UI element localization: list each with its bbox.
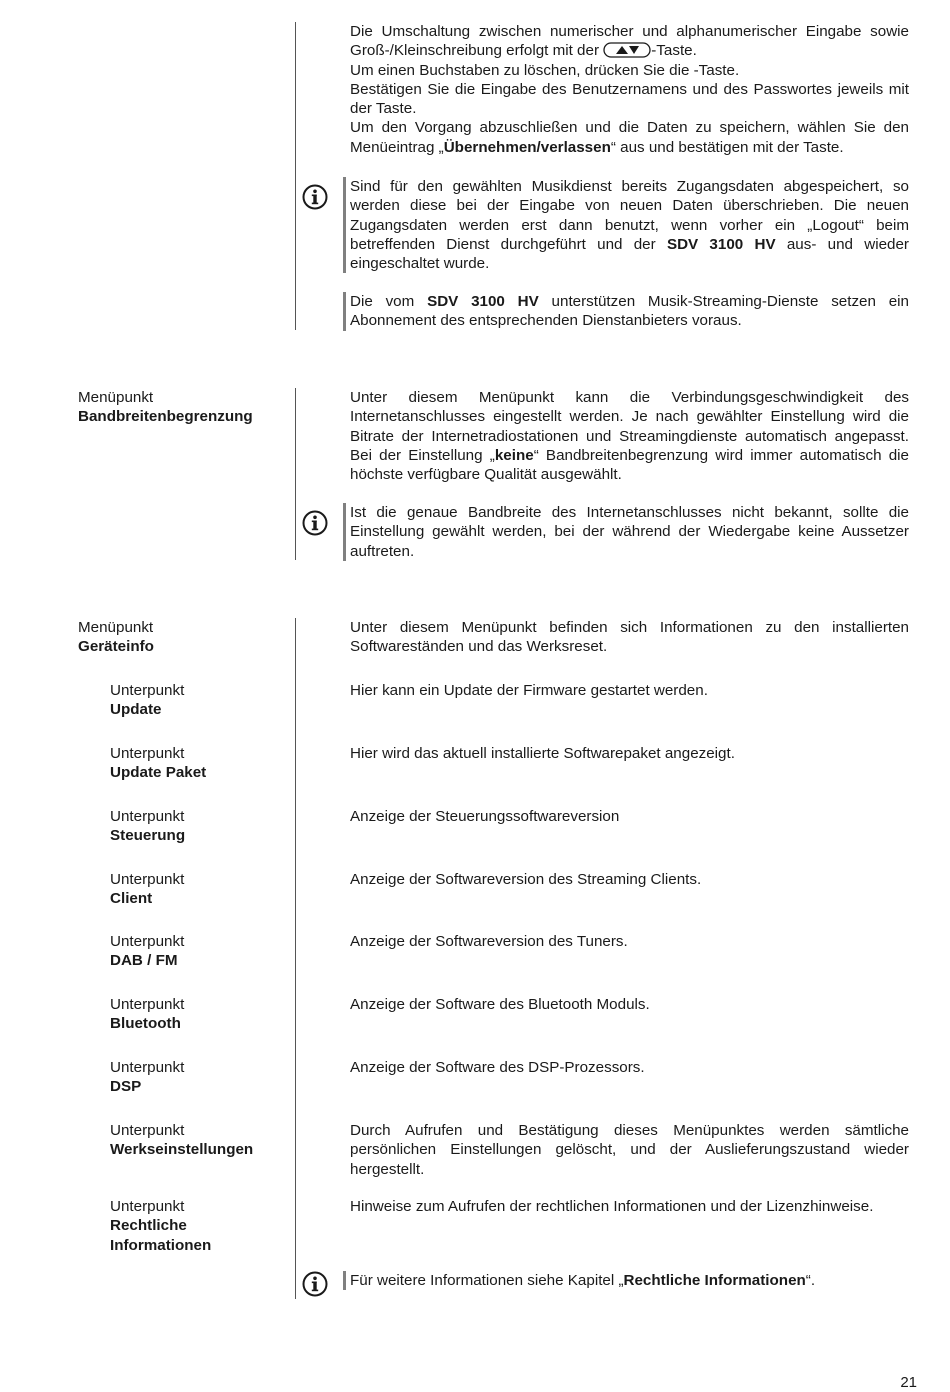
subitem-title: DAB / FM bbox=[110, 952, 178, 970]
device-info-description: Unter diesem Menüpunkt befinden sich Informationen zu den installierten Softwareständen und das Werksreset. bbox=[350, 619, 909, 656]
paragraph-confirm: Bestätigen Sie die Eingabe des Benutzernamens und des Passwortes jeweils mit der Taste. bbox=[350, 80, 909, 118]
text-span: -Taste. bbox=[651, 42, 697, 60]
subitem-desc-dsp: Anzeige der Software des DSP-Prozessors. bbox=[350, 1059, 645, 1076]
text-span: Die Umschaltung zwischen numerischer und alphanumerischer Eingabe sowie Groß-/Kleinschreibung erfolgt mit der bbox=[350, 23, 909, 60]
subitem-label-dsp bbox=[110, 1058, 290, 1097]
subitem-prefix: Unterpunkt bbox=[110, 996, 185, 1013]
subitem-label-update bbox=[110, 681, 290, 720]
bold-text: SDV 3100 HV bbox=[427, 293, 539, 310]
subitem-desc-client: Anzeige der Softwareversion des Streaming Clients. bbox=[350, 871, 702, 888]
text-span: Sind für den gewählten Musikdienst bereits Zugangsdaten abgespeichert, so werden diese bei der Eingabe von neuen Daten überschrieben. Die neuen Zugangsdaten werden erst dann benutzt, wenn vorher ein „Logout“ beim betreffenden Dienst durchgeführt und der bbox=[350, 178, 909, 253]
bold-text: keine bbox=[494, 446, 534, 464]
text-span: Für weitere Informationen siehe Kapitel „ bbox=[350, 1272, 624, 1289]
note-legal-info bbox=[343, 1271, 909, 1290]
section-divider-top bbox=[295, 22, 296, 330]
text-span: “ aus und bestätigen mit der Taste. bbox=[610, 138, 844, 156]
subitem-label-update-paket bbox=[110, 744, 290, 783]
subitem-title: Update bbox=[110, 701, 162, 719]
text-span: unterstützen Musik-Streaming-Dienste setzen ein Abonnement des entsprechenden Dienstanbieters voraus. bbox=[350, 293, 910, 330]
bandwidth-description bbox=[350, 388, 909, 484]
paragraph-delete: Um einen Buchstaben zu löschen, drücken Sie die -Taste. bbox=[350, 61, 740, 79]
subitem-title: Steuerung bbox=[110, 827, 186, 845]
subitem-desc-steuerung: Anzeige der Steuerungssoftwareversion bbox=[350, 808, 620, 825]
text-span: Die vom bbox=[350, 293, 428, 310]
menu-prefix: Menüpunkt bbox=[78, 389, 154, 406]
subitem-prefix: Unterpunkt bbox=[110, 1198, 185, 1215]
subitem-desc-dab-fm: Anzeige der Softwareversion des Tuners. bbox=[350, 933, 628, 950]
subitem-prefix: Unterpunkt bbox=[110, 745, 185, 762]
info-icon bbox=[302, 510, 328, 536]
top-text-block bbox=[350, 22, 909, 157]
subitem-prefix: Unterpunkt bbox=[110, 808, 185, 825]
subitem-prefix: Unterpunkt bbox=[110, 682, 185, 699]
subitem-desc-werkseinstellungen: Durch Aufrufen und Bestätigung dieses Menüpunktes werden sämtliche persönlichen Einstellungen gelöscht, und der Auslieferungszustand wieder hergestellt. bbox=[350, 1122, 909, 1178]
bold-text: SDV 3100 HV bbox=[666, 235, 776, 253]
subitem-desc-update: Hier kann ein Update der Firmware gestartet werden. bbox=[350, 682, 708, 699]
subitem-desc-rechtliche-informationen: Hinweise zum Aufrufen der rechtlichen Informationen und der Lizenzhinweise. bbox=[350, 1198, 874, 1215]
subitem-title: Rechtliche bbox=[110, 1217, 187, 1235]
subitem-title: Bluetooth bbox=[110, 1015, 181, 1033]
note-subscription bbox=[343, 292, 909, 331]
subitem-desc-update-paket: Hier wird das aktuell installierte Softwarepaket angezeigt. bbox=[350, 745, 735, 762]
subitem-label-client bbox=[110, 870, 290, 909]
subitem-title: DSP bbox=[110, 1078, 142, 1096]
subitem-title: Update Paket bbox=[110, 764, 207, 782]
menu-prefix: Menüpunkt bbox=[78, 619, 154, 636]
paragraph-key-switch bbox=[350, 22, 909, 61]
text-span: Unter diesem Menüpunkt kann die Verbindungsgeschwindigkeit des Internetanschlusses eingestellt werden. Je nach gewählter Einstellung wird die Bitrate der Internetradiostationen und Streamingdienste automatisch angepasst. Bei der Einstellung „ bbox=[350, 389, 909, 464]
subitem-label-steuerung bbox=[110, 807, 290, 846]
subitem-prefix: Unterpunkt bbox=[110, 1122, 185, 1139]
note-bandwidth: Ist die genaue Bandbreite des Internetanschlusses nicht bekannt, sollte die Einstellung gewählt werden, bei der während der Wiedergabe keine Aussetzer auftreten. bbox=[343, 503, 909, 561]
subitem-title: Informationen bbox=[110, 1236, 212, 1254]
note-existing-credentials bbox=[343, 177, 909, 273]
subitem-label-rechtliche-informationen bbox=[110, 1197, 290, 1255]
text-span: “. bbox=[805, 1272, 816, 1289]
menu-label-device-info bbox=[78, 618, 288, 657]
section-divider-bandwidth bbox=[295, 388, 296, 560]
text-span: aus- und wieder eingeschaltet wurde. bbox=[350, 235, 909, 273]
subitem-prefix: Unterpunkt bbox=[110, 933, 185, 950]
subitem-prefix: Unterpunkt bbox=[110, 1059, 185, 1076]
menu-title: Bandbreitenbegrenzung bbox=[78, 408, 253, 426]
subitem-title: Werkseinstellungen bbox=[110, 1141, 254, 1159]
subitem-label-dab-fm bbox=[110, 932, 290, 971]
subitem-desc-bluetooth: Anzeige der Software des Bluetooth Moduls. bbox=[350, 996, 650, 1013]
section-divider-device bbox=[295, 618, 296, 1299]
up-down-key-icon bbox=[603, 42, 651, 58]
subitem-title: Client bbox=[110, 890, 153, 908]
subitem-label-bluetooth bbox=[110, 995, 290, 1034]
subitem-label-werkseinstellungen bbox=[110, 1121, 290, 1160]
page-number: 21 bbox=[900, 1374, 917, 1391]
bold-text: Übernehmen/verlassen bbox=[443, 138, 611, 156]
info-icon bbox=[302, 184, 328, 210]
menu-title: Geräteinfo bbox=[78, 638, 154, 656]
text-span: Um den Vorgang abzuschließen und die Daten zu speichern, wählen Sie den Menüeintrag „ bbox=[350, 119, 909, 156]
paragraph-save bbox=[350, 118, 909, 157]
subitem-prefix: Unterpunkt bbox=[110, 871, 185, 888]
text-span: “ Bandbreitenbegrenzung wird immer automatisch die höchste verfügbare Qualität ausgewählt. bbox=[350, 446, 910, 484]
info-icon bbox=[302, 1271, 328, 1297]
bold-text: Rechtliche Informationen bbox=[623, 1272, 806, 1289]
menu-label-bandwidth bbox=[78, 388, 288, 427]
